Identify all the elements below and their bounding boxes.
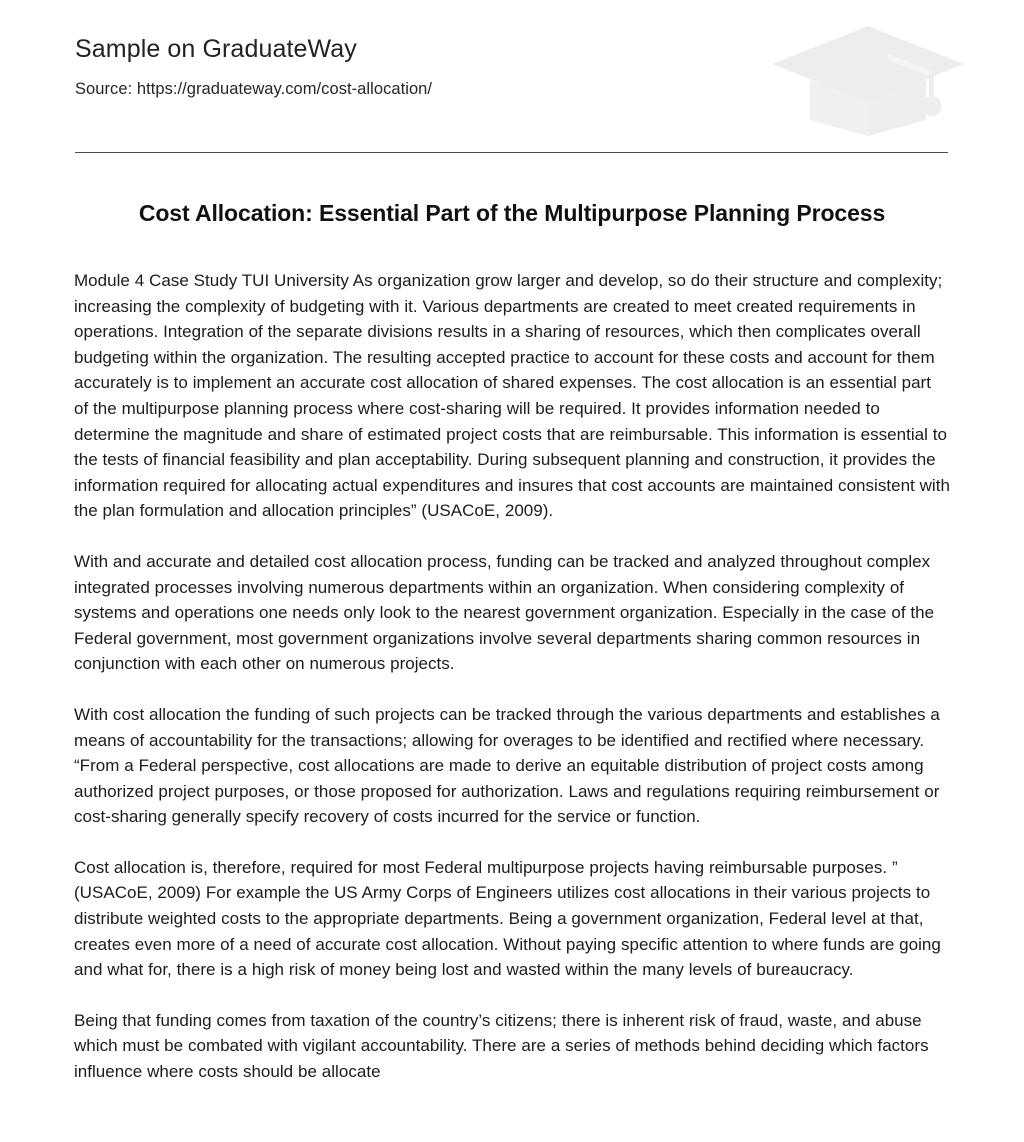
paragraph: Module 4 Case Study TUI University As organization grow larger and develop, so do their structure and complexity; increasing the complexity of budgeting with it. Various departments are created to meet created requirements in operations. Integration of the separate divisions results in a sharing of resources, which then complicates overall budgeting within the organization. The resulting accepted practice to account for these costs and account for them accurately is to implement an accurate cost allocation of shared expenses. The cost allocation is an essential part of the multipurpose planning process where cost-sharing will be required. It provides information needed to determine the magnitude and share of estimated project costs that are reimbursable. This information is essential to the tests of financial feasibility and plan acceptability. During subsequent planning and construction, it provides the information required for allocating actual expenditures and insures that cost accounts are maintained consistent with the plan formulation and allocation principles” (USACoE, 2009). [74,271,950,521]
paragraph: With and accurate and detailed cost allocation process, funding can be tracked and analyzed throughout complex integrated processes involving numerous departments within an organization. When considering complexity of systems and operations one needs only look to the nearest government organization. Especially in the case of the Federal government, most government organizations involve several departments sharing common resources in conjunction with each other on numerous projects. [74,551,935,674]
document-body [74,268,950,1085]
paragraph: Cost allocation is, therefore, required for most Federal multipurpose projects having reimbursable purposes. ” (USACoE, 2009) For example the US Army Corps of Engineers utilizes cost allocations in their various projects to distribute weighted costs to the appropriate departments. Being a government organization, Federal level at that, creates even more of a need of accurate cost allocation. Without paying specific attention to where funds are going and what for, there is a high risk of money being lost and wasted within the many levels of bureaucracy. [74,857,941,980]
page-title: Cost Allocation: Essential Part of the Multipurpose Planning Process [138,200,886,226]
brand-title: Sample on GraduateWay [75,35,357,63]
paragraph: Being that funding comes from taxation of the country’s citizens; there is inherent risk of fraud, waste, and abuse which must be combated with vigilant accountability. There are a series of methods behind deciding which factors influence where costs should be allocate [74,1010,929,1082]
header-divider [75,152,948,153]
source-label: Source: [75,80,133,98]
paragraph: With cost allocation the funding of such projects can be tracked through the various departments and establishes a means of accountability for the transactions; allowing for overages to be identified and rectified where necessary. “From a Federal perspective, cost allocations are made to derive an equitable distribution of project costs among authorized project purposes, or those proposed for authorization. Laws and regulations requiring reimbursement or cost-sharing generally specify recovery of costs incurred for the service or function. [74,704,940,827]
page-header [75,34,948,140]
source-url[interactable]: https://graduateway.com/cost-allocation/ [136,80,433,98]
source-line [75,78,948,100]
